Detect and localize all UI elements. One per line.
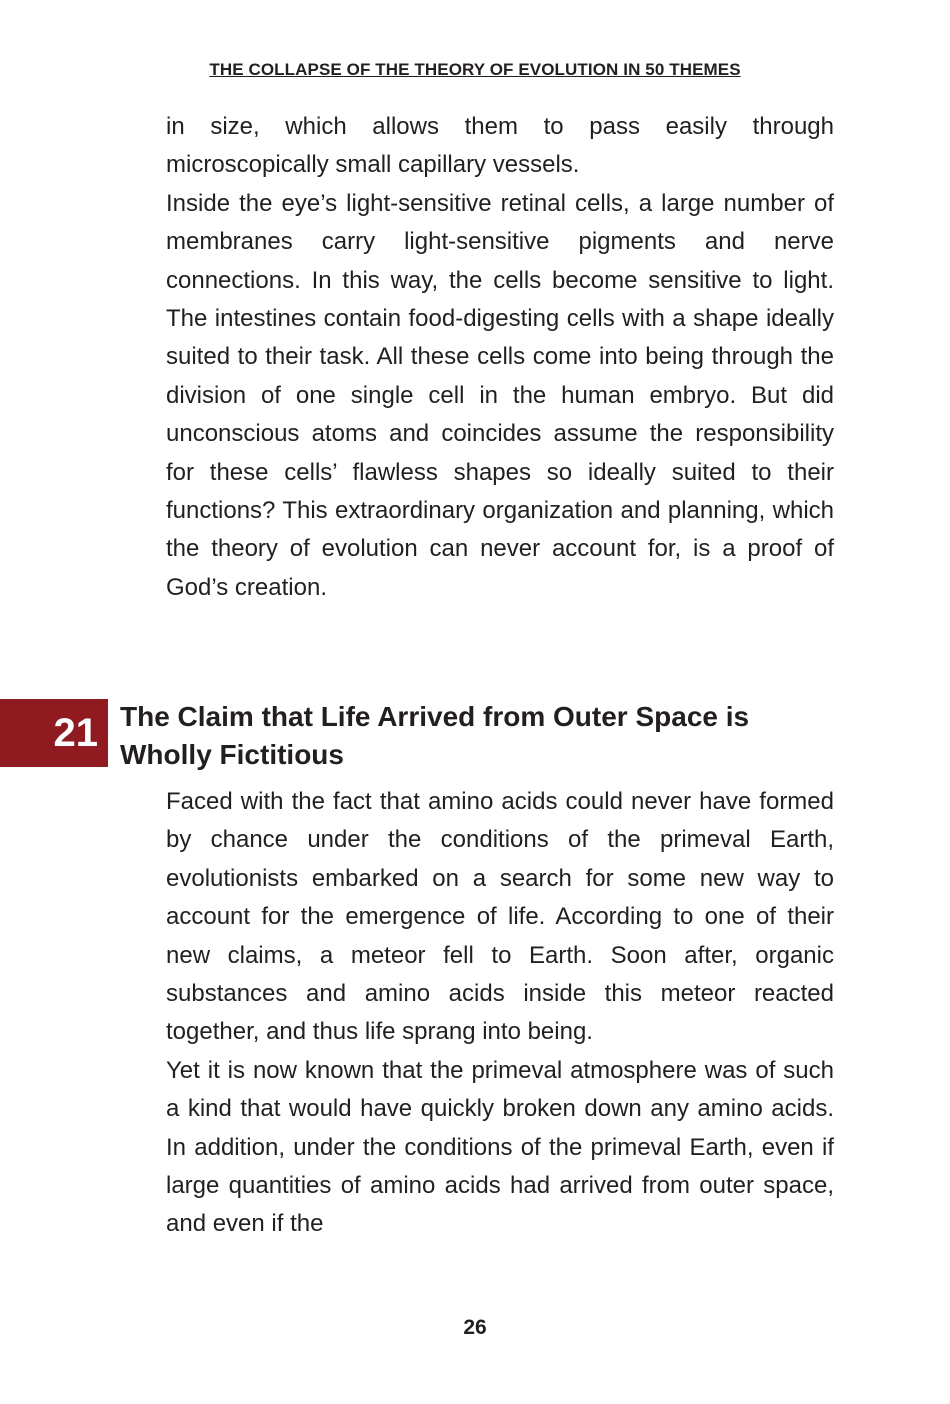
paragraph: Faced with the fact that amino acids could never have formed by chance under the conditions of the primeval Earth, evolutionists embarked on a search for some new way to account for the emergence of life. According to one of their new claims, a meteor fell to Earth. Soon after, organic substances and amino acids inside this meteor reacted together, and thus life sprang into being.: [166, 788, 834, 1046]
paragraph: Inside the eye’s light-sensitive retinal cells, a large number of membranes carry light-sensitive pigments and nerve connections. In this way, the cells become sensitive to light. The intestines contain food-digesting cells with a shape ideally suited to their task. All these cells come into being through the division of one single cell in the human embryo. But did unconscious atoms and coincides assume the responsibility for these cells’ flawless shapes so ideally suited to their functions? This extraordinary organization and planning, which the theory of evolution can never account for, is a proof of God’s creation.: [166, 189, 834, 601]
page-number: 26: [463, 1316, 487, 1339]
section-body: [166, 783, 834, 1244]
section-title: The Claim that Life Arrived from Outer Space is Wholly Fictitious: [120, 701, 750, 770]
paragraph: in size, which allows them to pass easily through microscopically small capillary vessels.: [166, 113, 834, 179]
section-number-badge: 21: [0, 699, 108, 767]
running-header: THE COLLAPSE OF THE THEORY OF EVOLUTION IN 50 THEMES: [209, 60, 741, 79]
paragraph: Yet it is now known that the primeval atmosphere was of such a kind that would have quickly broken down any amino acids. In addition, under the conditions of the primeval Earth, even if large quantities of amino acids had arrived from outer space, and even if the: [166, 1056, 834, 1238]
continued-text: [166, 108, 834, 607]
